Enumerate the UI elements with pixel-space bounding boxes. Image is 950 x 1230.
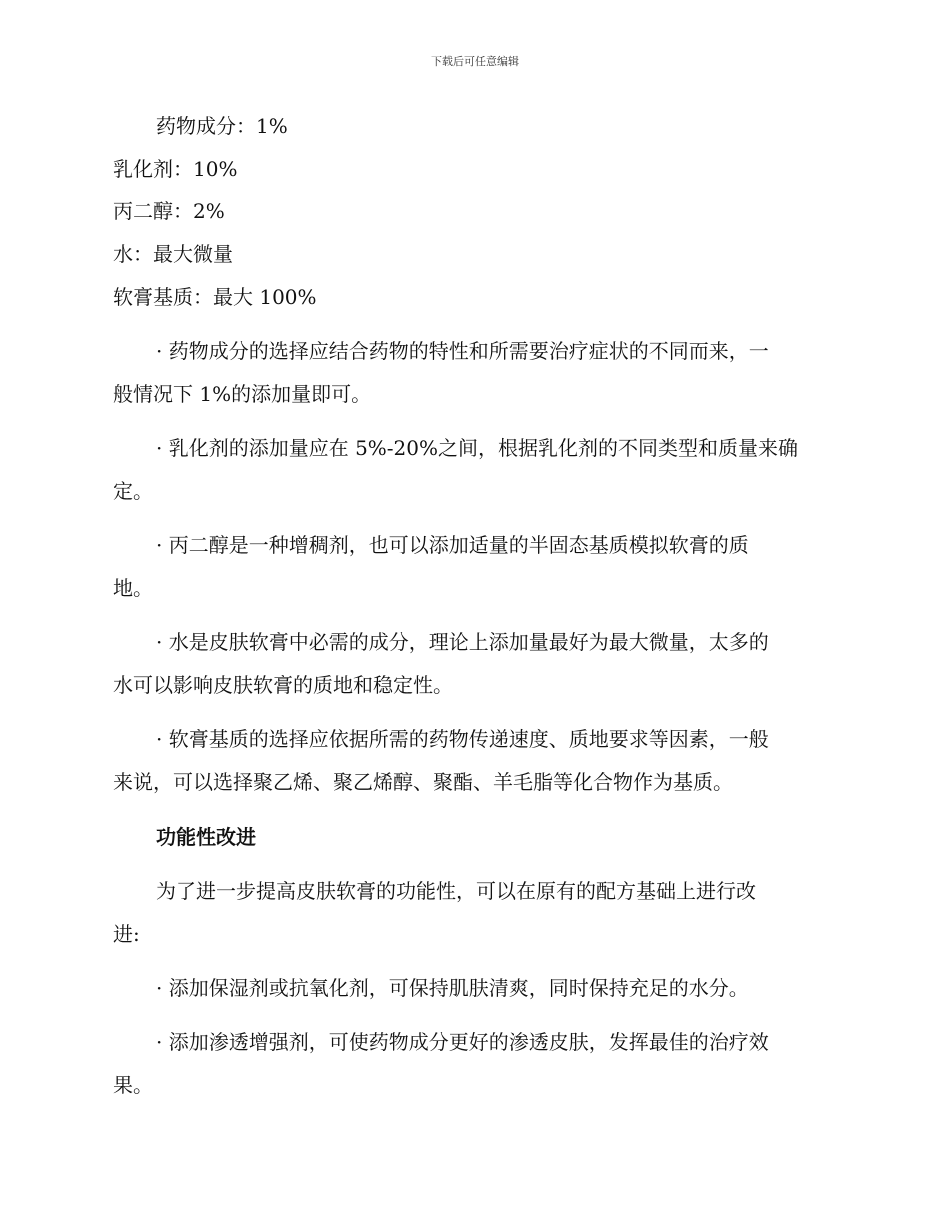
formula-propylene-glycol: 丙二醇：2% <box>113 199 225 223</box>
note-emulsifier-line2: 定。 <box>113 479 153 503</box>
formula-water: 水：最大微量 <box>113 242 233 266</box>
note-water-line1: · 水是皮肤软膏中必需的成分，理论上添加量最好为最大微量，太多的 <box>156 630 769 654</box>
formula-ointment-base: 软膏基质：最大 100% <box>113 285 317 309</box>
note-glycol-line1: · 丙二醇是一种增稠剂，也可以添加适量的半固态基质模拟软膏的质 <box>156 533 749 557</box>
note-emulsifier-line1: · 乳化剂的添加量应在 5%-20%之间，根据乳化剂的不同类型和质量来确 <box>156 436 799 460</box>
improvement-item-2-line2: 果。 <box>113 1073 153 1097</box>
section-intro-line2: 进: <box>113 922 140 946</box>
note-base-line1: · 软膏基质的选择应依据所需的药物传递速度、质地要求等因素，一般 <box>156 727 769 751</box>
note-glycol-line2: 地。 <box>113 576 153 600</box>
note-water-line2: 水可以影响皮肤软膏的质地和稳定性。 <box>113 673 453 697</box>
note-drug-line1: · 药物成分的选择应结合药物的特性和所需要治疗症状的不同而来，一 <box>156 339 769 363</box>
improvement-item-1: · 添加保湿剂或抗氧化剂，可保持肌肤清爽，同时保持充足的水分。 <box>156 976 749 1000</box>
note-base-line2: 来说，可以选择聚乙烯、聚乙烯醇、聚酯、羊毛脂等化合物作为基质。 <box>113 770 733 794</box>
page-header: 下载后可任意编辑 <box>431 55 519 68</box>
section-intro-line1: 为了进一步提高皮肤软膏的功能性，可以在原有的配方基础上进行改 <box>156 879 756 903</box>
section-heading: 功能性改进 <box>156 825 256 849</box>
formula-emulsifier: 乳化剂：10% <box>113 157 238 181</box>
formula-drug: 药物成分：1% <box>156 114 288 138</box>
improvement-item-2-line1: · 添加渗透增强剂，可使药物成分更好的渗透皮肤，发挥最佳的治疗效 <box>156 1030 769 1054</box>
note-drug-line2: 般情况下 1%的添加量即可。 <box>113 382 372 406</box>
